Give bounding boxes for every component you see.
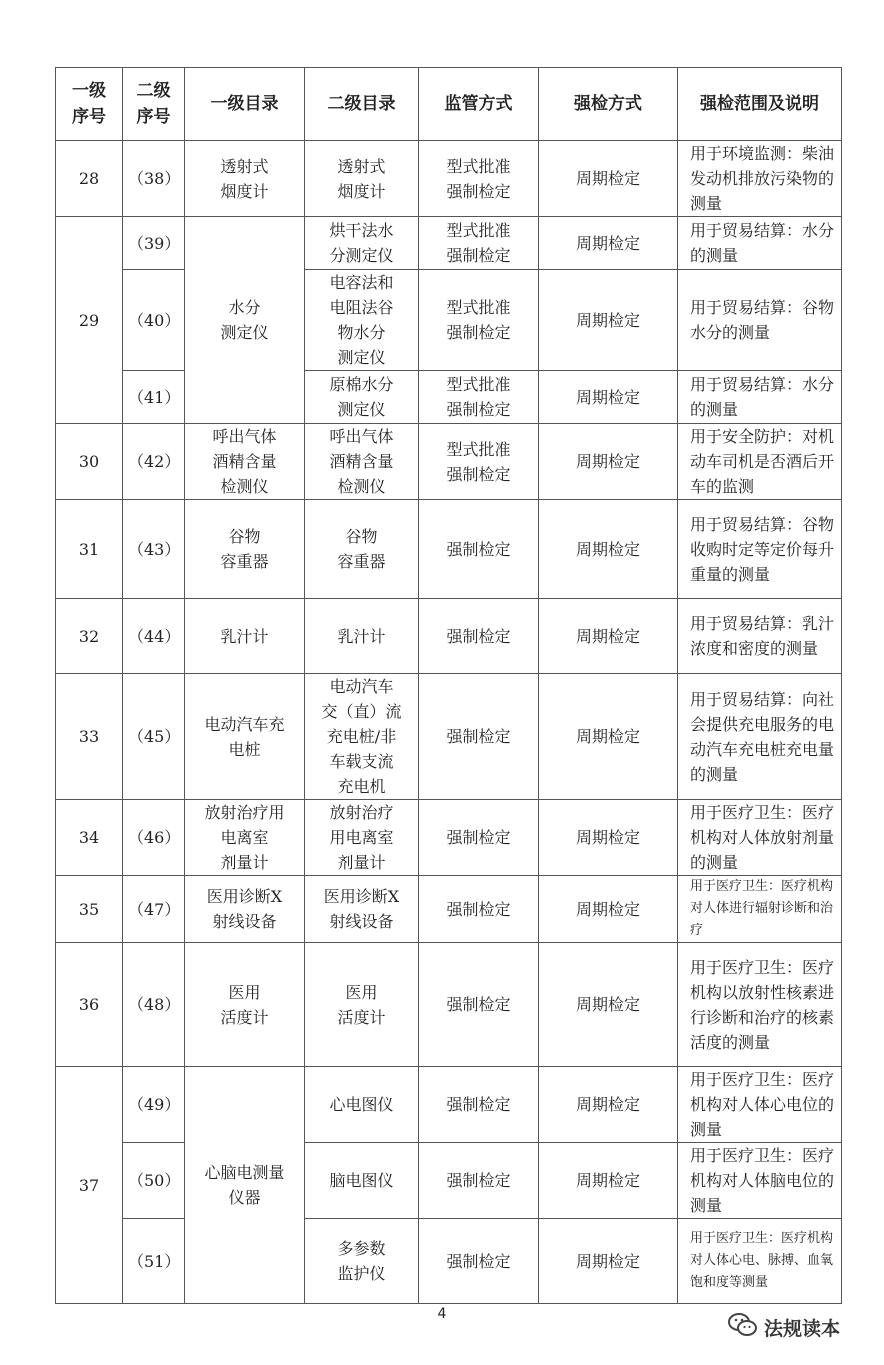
supervision-mode: 型式批准 强制检定 bbox=[419, 270, 539, 371]
level2-catalog: 医用诊断X 射线设备 bbox=[305, 876, 419, 943]
table-row bbox=[56, 270, 842, 371]
wechat-icon bbox=[728, 1312, 758, 1343]
instrument-table bbox=[55, 67, 842, 1304]
check-mode: 周期检定 bbox=[539, 876, 678, 943]
supervision-mode: 强制检定 bbox=[419, 1067, 539, 1143]
supervision-mode: 型式批准 强制检定 bbox=[419, 424, 539, 500]
level1-no: 32 bbox=[56, 599, 123, 674]
header-level2-catalog: 二级目录 bbox=[305, 68, 419, 141]
level1-no: 36 bbox=[56, 943, 123, 1067]
watermark bbox=[728, 1312, 868, 1342]
level1-no: 33 bbox=[56, 674, 123, 800]
supervision-mode: 型式批准 强制检定 bbox=[419, 141, 539, 217]
level2-no: （51） bbox=[123, 1219, 185, 1304]
scope-description: 用于医疗卫生：医疗机构对人体心电、脉搏、血氧饱和度等测量 bbox=[678, 1219, 842, 1304]
level2-no: （48） bbox=[123, 943, 185, 1067]
level2-catalog: 乳汁计 bbox=[305, 599, 419, 674]
level1-no: 37 bbox=[56, 1067, 123, 1304]
supervision-mode: 强制检定 bbox=[419, 943, 539, 1067]
level2-no: （39） bbox=[123, 217, 185, 270]
level2-catalog: 透射式 烟度计 bbox=[305, 141, 419, 217]
check-mode: 周期检定 bbox=[539, 800, 678, 876]
level2-no: （47） bbox=[123, 876, 185, 943]
check-mode: 周期检定 bbox=[539, 674, 678, 800]
level2-catalog: 电容法和 电阻法谷 物水分 测定仪 bbox=[305, 270, 419, 371]
scope-description: 用于医疗卫生：医疗机构以放射性核素进行诊断和治疗的核素活度的测量 bbox=[678, 943, 842, 1067]
level2-catalog: 医用 活度计 bbox=[305, 943, 419, 1067]
scope-description: 用于医疗卫生：医疗机构对人体放射剂量的测量 bbox=[678, 800, 842, 876]
header-level1-no: 一级 序号 bbox=[56, 68, 123, 141]
level1-catalog: 医用 活度计 bbox=[185, 943, 305, 1067]
scope-description: 用于安全防护：对机动车司机是否酒后开车的监测 bbox=[678, 424, 842, 500]
level1-catalog: 乳汁计 bbox=[185, 599, 305, 674]
scope-description: 用于贸易结算：水分的测量 bbox=[678, 371, 842, 424]
header-supervision-mode: 监管方式 bbox=[419, 68, 539, 141]
level1-catalog: 电动汽车充 电桩 bbox=[185, 674, 305, 800]
level2-no: （46） bbox=[123, 800, 185, 876]
check-mode: 周期检定 bbox=[539, 371, 678, 424]
level2-no: （42） bbox=[123, 424, 185, 500]
level2-catalog: 呼出气体 酒精含量 检测仪 bbox=[305, 424, 419, 500]
level1-catalog: 医用诊断X 射线设备 bbox=[185, 876, 305, 943]
supervision-mode: 型式批准 强制检定 bbox=[419, 371, 539, 424]
level2-catalog: 谷物 容重器 bbox=[305, 500, 419, 599]
scope-description: 用于贸易结算：水分的测量 bbox=[678, 217, 842, 270]
check-mode: 周期检定 bbox=[539, 1219, 678, 1304]
table-row bbox=[56, 371, 842, 424]
level2-catalog: 心电图仪 bbox=[305, 1067, 419, 1143]
supervision-mode: 强制检定 bbox=[419, 599, 539, 674]
table-row bbox=[56, 1067, 842, 1143]
table-header-row bbox=[56, 68, 842, 141]
level1-no: 35 bbox=[56, 876, 123, 943]
table-row bbox=[56, 674, 842, 800]
scope-description: 用于贸易结算：谷物水分的测量 bbox=[678, 270, 842, 371]
scope-description: 用于医疗卫生：医疗机构对人体进行辐射诊断和治疗 bbox=[678, 876, 842, 943]
level1-catalog: 水分 测定仪 bbox=[185, 217, 305, 424]
level2-no: （40） bbox=[123, 270, 185, 371]
check-mode: 周期检定 bbox=[539, 270, 678, 371]
header-check-mode: 强检方式 bbox=[539, 68, 678, 141]
table-row bbox=[56, 800, 842, 876]
header-level2-no: 二级 序号 bbox=[123, 68, 185, 141]
check-mode: 周期检定 bbox=[539, 500, 678, 599]
scope-description: 用于贸易结算：乳汁浓度和密度的测量 bbox=[678, 599, 842, 674]
level2-no: （45） bbox=[123, 674, 185, 800]
check-mode: 周期检定 bbox=[539, 141, 678, 217]
header-scope: 强检范围及说明 bbox=[678, 68, 842, 141]
check-mode: 周期检定 bbox=[539, 217, 678, 270]
table-row bbox=[56, 217, 842, 270]
level1-no: 30 bbox=[56, 424, 123, 500]
table-row bbox=[56, 1219, 842, 1304]
level2-catalog: 多参数 监护仪 bbox=[305, 1219, 419, 1304]
level2-no: （49） bbox=[123, 1067, 185, 1143]
level2-catalog: 电动汽车 交（直）流 充电桩/非 车载支流 充电机 bbox=[305, 674, 419, 800]
level2-no: （50） bbox=[123, 1143, 185, 1219]
supervision-mode: 强制检定 bbox=[419, 800, 539, 876]
level1-no: 29 bbox=[56, 217, 123, 424]
supervision-mode: 强制检定 bbox=[419, 1143, 539, 1219]
level2-catalog: 脑电图仪 bbox=[305, 1143, 419, 1219]
level2-catalog: 放射治疗 用电离室 剂量计 bbox=[305, 800, 419, 876]
supervision-mode: 型式批准 强制检定 bbox=[419, 217, 539, 270]
level2-no: （44） bbox=[123, 599, 185, 674]
check-mode: 周期检定 bbox=[539, 599, 678, 674]
watermark-text: 法规读本 bbox=[764, 1317, 841, 1340]
level1-catalog: 放射治疗用 电离室 剂量计 bbox=[185, 800, 305, 876]
table-row bbox=[56, 500, 842, 599]
supervision-mode: 强制检定 bbox=[419, 674, 539, 800]
check-mode: 周期检定 bbox=[539, 943, 678, 1067]
level1-no: 28 bbox=[56, 141, 123, 217]
level2-no: （41） bbox=[123, 371, 185, 424]
level2-no: （43） bbox=[123, 500, 185, 599]
level2-catalog: 原棉水分 测定仪 bbox=[305, 371, 419, 424]
page-number: 4 bbox=[437, 1306, 447, 1322]
supervision-mode: 强制检定 bbox=[419, 1219, 539, 1304]
scope-description: 用于医疗卫生：医疗机构对人体脑电位的测量 bbox=[678, 1143, 842, 1219]
scope-description: 用于环境监测：柴油发动机排放污染物的测量 bbox=[678, 141, 842, 217]
level1-no: 34 bbox=[56, 800, 123, 876]
supervision-mode: 强制检定 bbox=[419, 500, 539, 599]
level1-catalog: 透射式 烟度计 bbox=[185, 141, 305, 217]
table-row bbox=[56, 141, 842, 217]
level1-no: 31 bbox=[56, 500, 123, 599]
level1-catalog: 谷物 容重器 bbox=[185, 500, 305, 599]
header-level1-catalog: 一级目录 bbox=[185, 68, 305, 141]
supervision-mode: 强制检定 bbox=[419, 876, 539, 943]
table-row bbox=[56, 876, 842, 943]
check-mode: 周期检定 bbox=[539, 1143, 678, 1219]
scope-description: 用于贸易结算：谷物收购时定等定价每升重量的测量 bbox=[678, 500, 842, 599]
level2-no: （38） bbox=[123, 141, 185, 217]
table-row bbox=[56, 599, 842, 674]
check-mode: 周期检定 bbox=[539, 424, 678, 500]
check-mode: 周期检定 bbox=[539, 1067, 678, 1143]
table-row bbox=[56, 424, 842, 500]
table-row bbox=[56, 943, 842, 1067]
scope-description: 用于贸易结算：向社会提供充电服务的电动汽车充电桩充电量的测量 bbox=[678, 674, 842, 800]
level1-catalog: 呼出气体 酒精含量 检测仪 bbox=[185, 424, 305, 500]
level2-catalog: 烘干法水 分测定仪 bbox=[305, 217, 419, 270]
scope-description: 用于医疗卫生：医疗机构对人体心电位的测量 bbox=[678, 1067, 842, 1143]
table-row bbox=[56, 1143, 842, 1219]
level1-catalog: 心脑电测量 仪器 bbox=[185, 1067, 305, 1304]
